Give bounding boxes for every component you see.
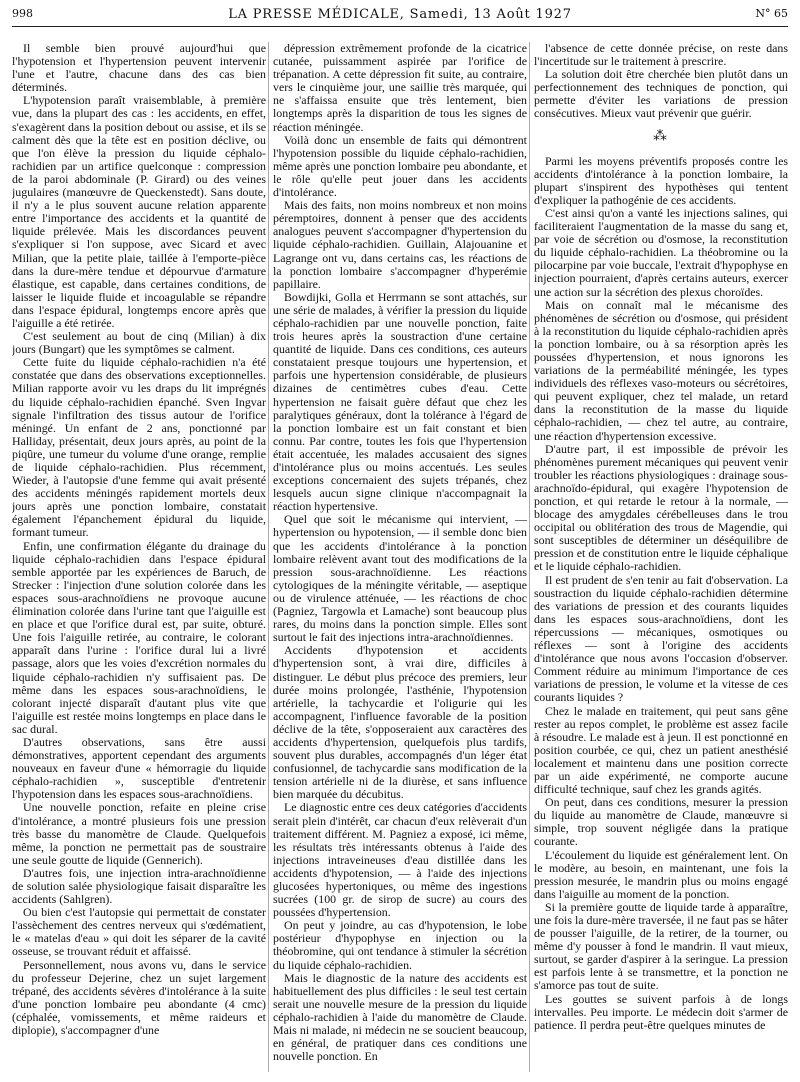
paragraph: Cette fuite du liquide céphalo-rachidien n'a été constatée que dans des observations exceptionnelles. Milian rapporte avoir vu les draps du lit imprégnés du liquide céphalo-rachidien épanché. Sven Ingvar signale l'infiltration des tissus autour de l'orifice méningé. Un enfant de 2 ans, ponctionné par Halliday, présentait, deux jours après, au point de la piqûre, une tumeur du volume d'une orange, remplie de liquide céphalo-rachidien. Plus récemment, Wieder, à l'autopsie d'une femme qui avait présenté des accidents méningés rapidement mortels deux jours après une ponction lombaire, constatait également l'épanchement épidural du liquide, formant tumeur. — [12, 355, 266, 540]
paragraph: Mais des faits, non moins nombreux et non moins péremptoires, donnent à penser que des accidents analogues peuvent s'accompagner d'hypertension du liquide céphalo-rachidien. Guillain, Alajouanine et Lagrange ont vu, dans certains cas, les réactions de la ponction lombaire s'accompagner d'hyperémie papillaire. — [273, 198, 527, 291]
paragraph: La solution doit être cherchée bien plutôt dans un perfectionnement des techniques de ponction, qui permette d'éviter les variations de pression consécutives. Mieux vaut prévenir que guérir. — [534, 67, 788, 121]
column-3 — [534, 42, 788, 1072]
asterism-separator: ⁂ — [653, 128, 669, 144]
column-divider — [268, 42, 269, 1072]
paragraph: Ou bien c'est l'autopsie qui permettait de constater l'assèchement des centres nerveux qui s'œdématient, le « matelas d'eau » qui doit les séparer de la cavité osseuse, se trouvant réduit et affaissé. — [12, 905, 266, 959]
paragraph: Bowdijki, Golla et Herrmann se sont attachés, sur une série de malades, à vérifier la pression du liquide céphalo-rachidien par une nouvelle ponction, faite trois heures après la soustraction d'une certaine quantité de liquide. Dans ces conditions, ces auteurs constataient presque toujours une hypertension, et parfois une hypertension considérable, de plusieurs dizaines de centimètres cubes d'eau. Cette hypertension ne faisait guère défaut que chez les paralytiques généraux, dont la tolérance à l'égard de la ponction lombaire est un fait constant et bien connu. Par contre, toutes les fois que l'hypertension était accentuée, les malades accusaient des signes d'intolérance plus ou moins accentués. Les seules exceptions concernaient des sujets trépanés, chez lesquels aucun signe clinique n'accompagnait la réaction hypertensive. — [273, 289, 527, 514]
paragraph: l'absence de cette donnée précise, on reste dans l'incertitude sur le traitement à prescrire. — [534, 42, 788, 69]
paragraph: L'écoulement du liquide est généralement lent. On le modère, au besoin, en maintenant, une fois la pression mesurée, le mandrin plus ou moins engagé dans l'aiguille au moment de la ponction. — [534, 847, 788, 901]
paragraph: L'hypotension paraît vraisemblable, à première vue, dans la plupart des cas : les accidents, en effet, s'exagèrent dans la position debout ou assise, et ils se calment dès que la tête est en position déclive, ou que l'on élève la pression du liquide céphalo-rachidien par un artifice quelconque : compression de la paroi abdominale (P. Girard) ou des veines jugulaires (manœuvre de Queckenstedt). Sans doute, il n'y a le plus souvent aucune relation apparente entre l'importance des accidents et la quantité de liquide prélevée. Mais les discordances peuvent s'expliquer si l'on suppose, avec Sicard et avec Milian, que la petite plaie, taillée à l'emporte-pièce dans la dure-mère tendue et dépourvue d'armature élastique, est capable, dans certaines conditions, de laisser le liquide fluide et incoagulable se répandre dans l'espace épidural, longtemps encore après que l'aiguille a été retirée. — [12, 93, 266, 330]
paragraph: Les gouttes se suivent parfois à de longs intervalles. Peu importe. Le médecin doit s'armer de patience. Il perdra peut-être quelques minutes de — [534, 991, 788, 1032]
issue-number: N° 65 — [755, 7, 788, 20]
journal-title: LA PRESSE MÉDICALE, Samedi, 13 Août 1927 — [228, 7, 572, 22]
paragraph: Si la première goutte de liquide tarde à apparaître, une fois la dure-mère traversée, il ne faut pas se hâter de pousser l'aiguille, de la retirer, de la tourner, ou même d'y pousser à fond le mandrin. Il vaut mieux, surtout, se garder d'aspirer à la seringue. La pression est parfois lente à se transmettre, et la ponction ne s'amorce pas tout de suite. — [534, 899, 788, 993]
paragraph: D'autres fois, une injection intra-arachnoïdienne de solution salée physiologique faisait disparaître les accidents (Sahlgren). — [12, 865, 266, 907]
paragraph: Une nouvelle ponction, refaite en pleine crise d'intolérance, a montré plusieurs fois une pression très basse du manomètre de Claude. Quelquefois même, la ponction ne permettait pas de soustraire une seule goutte de liquide (Gennerich). — [12, 800, 266, 867]
paragraph: Parmi les moyens préventifs proposés contre les accidents d'intolérance à la ponction lombaire, la plupart s'inspirent des hypothèses qui tentent d'expliquer la pathogénie de ces accidents. — [534, 153, 788, 207]
paragraph: Personnellement, nous avons vu, dans le service du professeur Dejerine, chez un sujet largement trépané, des accidents sévères d'intolérance à la suite d'une ponction lombaire peu abondante (4 cmc) (céphalée, vomissements, et même raideurs et diplopie), s'accompagner d'une — [12, 957, 266, 1038]
paragraph: Quel que soit le mécanisme qui intervient, — hypertension ou hypotension, — il semble donc bien que les accidents d'intolérance à la ponction lombaire relèvent avant tout des modifications de la pression sous-arachnoïdienne. Les réactions cytologiques de la méningite véritable, — aseptique ou de virulence atténuée, — les réactions de choc (Pagniez, Targowla et Lamache) sont beaucoup plus rares, du moins dans la ponction simple. Elles sont surtout le fait des injections intra-arachnoïdiennes. — [273, 512, 527, 645]
paragraph: C'est ainsi qu'on a vanté les injections salines, qui faciliteraient l'augmentation de la masse du sang et, par voie de sécrétion ou d'osmose, la reconstitution du liquide céphalo-rachidien. La théobromine ou la pilocarpine par voie buccale, l'extrait d'hypophyse en injection pourraient, d'après certains auteurs, exercer une action sur la sécrétion des plexus choroïdes. — [534, 205, 788, 299]
paragraph: dépression extrêmement profonde de la cicatrice cutanée, puissamment aspirée par l'orifice de trépanation. A cette dépression fit suite, au contraire, vers le cinquième jour, une saillie très marquée, qui ne s'affaissa ensuite que très lentement, bien longtemps après la disparition de tous les signes de réaction méningée. — [273, 42, 527, 134]
paragraph: Accidents d'hypotension et accidents d'hypertension sont, à vrai dire, difficiles à distinguer. Le début plus précoce des premiers, leur durée moins prolongée, l'asthénie, l'hypotension artérielle, la tachycardie et l'oligurie qui les accompagnent, l'influence favorable de la position déclive de la tête, s'opposeraient aux caractères des accidents d'hypertension, quelquefois plus tardifs, souvent plus durables, accompagnés d'un léger état confusionnel, de tachycardie sans modification de la tension artérielle ni de la diurèse, et sans influence bien marquée du décubitus. — [273, 643, 527, 802]
paragraph: Le diagnostic entre ces deux catégories d'accidents serait plein d'intérêt, car chacun d'eux relèverait d'un traitement différent. M. Pagniez a exposé, ici même, les résultats très intéressants obtenus à l'aide des injections intraveineuses d'eau distillée dans les accidents d'hypotension, — à l'aide des injections glucosées hypertoniques, ou même des ingestions sucrées (100 gr. de sirop de sucre) au cours des poussées d'hypertension. — [273, 800, 527, 920]
paragraph: On peut y joindre, au cas d'hypotension, le lobe postérieur d'hypophyse en injection ou la théobromine, qui ont tendance à stimuler la sécrétion du liquide céphalo-rachidien. — [273, 918, 527, 972]
paragraph: Mais on connaît mal le mécanisme des phénomènes de sécrétion ou d'osmose, qui président à la reconstitution du liquide céphalo-rachidien après la ponction lombaire, ou à sa résorption après les poussées d'hypertension, et nous ignorons les variations de la perméabilité méningée, les types individuels des réflexes vaso-moteurs ou sécrétoires, qui peuvent expliquer, chez tel malade, un retard dans la reconstitution de la masse du liquide céphalo-rachidien, — chez tel autre, au contraire, une réaction d'hypertension excessive. — [534, 297, 788, 443]
header-rule — [12, 26, 788, 27]
paragraph: Enfin, une confirmation élégante du drainage du liquide céphalo-rachidien dans l'espace épidural semble apportée par les expériences de Baruch, de Strecker : l'injection d'une solution colorée dans les espaces sous-arachnoïdiens ne provoque aucune élimination colorée dans l'urine tant que l'aiguille est en place et que l'orifice dural est, par suite, obturé. Une fois l'aiguille retirée, au contraire, le colorant apparaît dans l'urine : l'orifice dural lui a livré passage, alors que les voies d'excrétion normales du liquide céphalo-rachidien n'y suffisaient pas. De même dans les espaces sous-arachnoïdiens, le colorant injecté disparaît d'autant plus vite que l'aiguille est restée moins longtemps en place dans le sac dural. — [12, 538, 266, 736]
paragraph: D'autre part, il est impossible de prévoir les phénomènes purement mécaniques qui peuvent venir troubler les réactions physiologiques : drainage sous-arachnoïdo-épidural, qui exagère l'hypotension de ponction, et qui retarde le retour à la normale, — blocage des amygdales cérébelleuses dans le trou occipital ou oblitération des trous de Magendie, qui sont susceptibles de déterminer un déséquilibre de pression et de constitution entre le liquide céphalique et le liquide céphalo-rachidien. — [534, 441, 788, 574]
paragraph: C'est seulement au bout de cinq (Milian) à dix jours (Bungart) que les symptômes se calment. — [12, 329, 266, 357]
paragraph: Chez le malade en traitement, qui peut sans gêne rester au repos complet, le problème est assez facile à résoudre. Le malade est à jeun. Il est ponctionné en position courbée, ce qui, chez un patient anesthésié localement et maintenu dans une position correcte par un aide expérimenté, ne comporte aucune difficulté technique, sauf chez les grands agités. — [534, 703, 788, 797]
paragraph: Mais le diagnostic de la nature des accidents est habituellement des plus difficiles : le seul test certain serait une nouvelle mesure de la pression du liquide céphalo-rachidien à l'aide du manomètre de Claude. Mais ni malade, ni médecin ne se soucient beaucoup, en général, de pratiquer dans ces conditions une nouvelle ponction. En — [273, 970, 527, 1064]
paragraph: Il semble bien prouvé aujourd'hui que l'hypotension et l'hypertension peuvent intervenir l'une et l'autre, chacune dans des cas bien déterminés. — [12, 42, 266, 95]
paragraph: On peut, dans ces conditions, mesurer la pression du liquide au manomètre de Claude, manœuvre si simple, trop souvent négligée dans la pratique courante. — [534, 795, 788, 849]
column-2 — [273, 42, 527, 1072]
column-divider — [529, 42, 530, 1072]
page-number: 998 — [12, 7, 33, 20]
paragraph: Il est prudent de s'en tenir au fait d'observation. La soustraction du liquide céphalo-rachidien détermine des variations de pression et des courants liquides dans les espaces sous-arachnoïdiens, dont les répercussions — mécaniques, osmotiques ou réflexes — sont à l'origine des accidents d'intolérance que nous avons l'occasion d'observer. Comment réduire au minimum l'importance de ces variations de pression, le volume et la vitesse de ces courants liquides ? — [534, 572, 788, 705]
column-1 — [12, 42, 266, 1072]
page-header — [12, 7, 788, 27]
paragraph: Voilà donc un ensemble de faits qui démontrent l'hypotension possible du liquide céphalo-rachidien, même après une ponction lombaire peu abondante, et le rôle qu'elle peut jouer dans les accidents d'intolérance. — [273, 132, 527, 200]
paragraph: D'autres observations, sans être aussi démonstratives, apportent cependant des arguments nouveaux en faveur d'une « hémorragie du liquide céphalo-rachidien », susceptible d'entretenir l'hypotension dans les espaces sous-arachnoïdiens. — [12, 734, 266, 802]
